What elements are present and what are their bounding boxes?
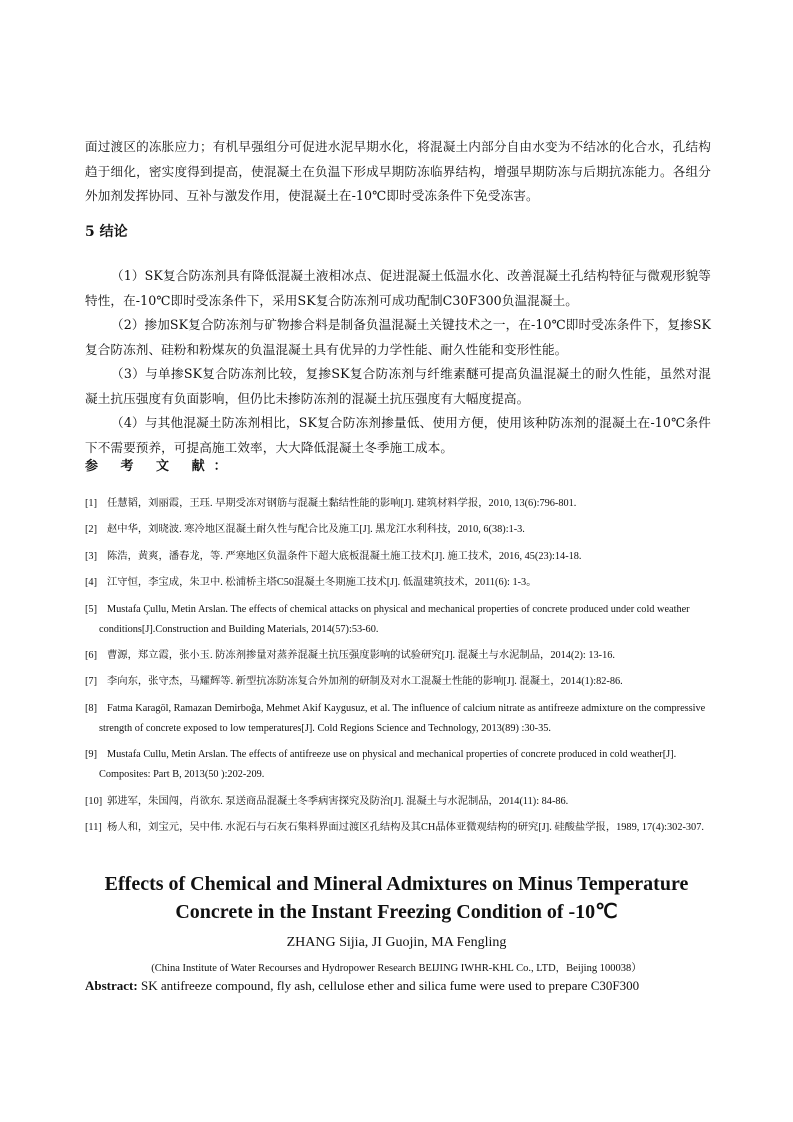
reference-item [85, 745, 715, 785]
affiliation: (China Institute of Water Recourses and Hydropower Research BEIJING IWHR-KHL Co., LTD，Beijing 100038） [151, 963, 642, 974]
reference-text: 曹源，郑立霞，张小玉. 防冻剂掺量对蒸养混凝土抗压强度影响的试验研究[J]. 混凝土与水泥制品，2014(2): 13-16. [107, 649, 615, 661]
reference-number: [5] [85, 603, 98, 615]
reference-item [85, 818, 715, 838]
section-heading-conclusion: 5 结论 [85, 224, 128, 240]
reference-number: [2] [85, 524, 98, 536]
references-list [85, 494, 715, 844]
abstract [85, 976, 715, 996]
reference-number: [9] [85, 749, 98, 761]
reference-item [85, 547, 715, 567]
conclusion-3: （3）与单掺SK复合防冻剂比较，复掺SK复合防冻剂与纤维素醚可提高负温混凝土的耐久性能，虽然对混凝土抗压强度有负面影响，但仍比未掺防冻剂的混凝土抗压强度有大幅度提高。 [85, 366, 711, 406]
reference-item [85, 494, 715, 514]
reference-item [85, 646, 715, 666]
reference-number: [1] [85, 498, 98, 509]
abstract-label: Abstract: [85, 978, 138, 993]
english-title [0, 870, 793, 926]
reference-item [85, 573, 715, 593]
intro-paragraph: 面过渡区的冻胀应力；有机早强组分可促进水泥早期水化，将混凝土内部分自由水变为不结冰的化合水，孔结构趋于细化，密实度得到提高，使混凝土在负温下形成早期防冻临界结构，增强早期防冻与后期抗冻能力。各组分外加剂发挥协同、互补与激发作用，使混凝土在-10℃即时受冻条件下免受冻害。 [85, 139, 711, 203]
reference-item [85, 699, 715, 739]
authors: ZHANG Sijia, JI Guojin, MA Fengling [286, 935, 507, 950]
reference-text: Fatma Karagöl, Ramazan Demirboğa, Mehmet Akif Kaygusuz, et al. The influence of calcium nitrate as antifreeze admixture on the compressive strength of concrete exposed to low temperatures[J]. Cold Regions Science and Technology, 2013(89) :30-35. [99, 702, 706, 734]
reference-item [85, 600, 715, 640]
reference-text: 陈浩，黄爽，潘春龙，等. 严寒地区负温条件下超大底板混凝土施工技术[J]. 施工技术，2016, 45(23):14-18. [107, 550, 582, 562]
reference-text: Mustafa Çullu, Metin Arslan. The effects of chemical attacks on physical and mechanical properties of concrete produced under cold weather conditions[J].Construction and Building Materials, 2014(57):53-60. [99, 603, 690, 635]
references-heading: 参 考 文 献： [85, 459, 236, 474]
reference-item [85, 672, 715, 692]
conclusion-1: （1）SK复合防冻剂具有降低混凝土液相冰点、促进混凝土低温水化、改善混凝土孔结构特征与微观形貌等特性，在-10℃即时受冻条件下，采用SK复合防冻剂可成功配制C30F300负温混凝土。 [85, 268, 711, 308]
reference-number: [11] [85, 821, 102, 833]
reference-text: 任慧韬，刘丽霞，王珏. 早期受冻对钢筋与混凝土黏结性能的影响[J]. 建筑材料学报，2010, 13(6):796-801. [107, 498, 577, 509]
english-title-line-1: Effects of Chemical and Mineral Admixtures on Minus Temperature [104, 873, 689, 895]
conclusion-2: （2）掺加SK复合防冻剂与矿物掺合料是制备负温混凝土关键技术之一，在-10℃即时受冻条件下，复掺SK复合防冻剂、硅粉和粉煤灰的负温混凝土具有优异的力学性能、耐久性能和变形性能。 [85, 317, 711, 357]
reference-number: [7] [85, 676, 98, 688]
english-title-line-2: Concrete in the Instant Freezing Condition of -10℃ [175, 901, 618, 923]
reference-text: 李向东，张守杰，马耀辉等. 新型抗冻防冻复合外加剂的研制及对水工混凝土性能的影响[J]. 混凝土，2014(1):82-86. [107, 676, 623, 688]
reference-number: [10] [85, 795, 103, 807]
reference-text: 杨人和，刘宝元，吴中伟. 水泥石与石灰石集料界面过渡区孔结构及其CH晶体亚微观结构的研究[J]. 硅酸盐学报，1989, 17(4):302-307. [107, 821, 704, 833]
reference-number: [8] [85, 702, 98, 714]
reference-number: [4] [85, 577, 98, 589]
reference-item [85, 792, 715, 812]
reference-text: 赵中华，刘晓波. 寒冷地区混凝土耐久性与配合比及施工[J]. 黑龙江水利科技，2010, 6(38):1-3. [107, 524, 525, 536]
reference-text: Mustafa Cullu, Metin Arslan. The effects of antifreeze use on physical and mechanical properties of concrete produced in cold weather[J]. Composites: Part B, 2013(50 ):202-209. [99, 749, 677, 781]
reference-number: [6] [85, 649, 98, 661]
abstract-text: SK antifreeze compound, fly ash, cellulose ether and silica fume were used to prepare C30F300 [137, 978, 640, 993]
conclusion-4: （4）与其他混凝土防冻剂相比，SK复合防冻剂掺量低、使用方便，使用该种防冻剂的混凝土在-10℃条件下不需要预养，可提高施工效率，大大降低混凝土冬季施工成本。 [85, 415, 711, 455]
reference-text: 江守恒，李宝成，朱卫中. 松浦桥主塔C50混凝土冬期施工技术[J]. 低温建筑技术，2011(6): 1-3。 [107, 577, 537, 589]
reference-number: [3] [85, 550, 98, 562]
reference-item [85, 520, 715, 540]
reference-text: 郭进军，朱国闯，肖欲东. 泵送商品混凝土冬季病害探究及防治[J]. 混凝土与水泥制品，2014(11): 84-86. [107, 795, 569, 807]
